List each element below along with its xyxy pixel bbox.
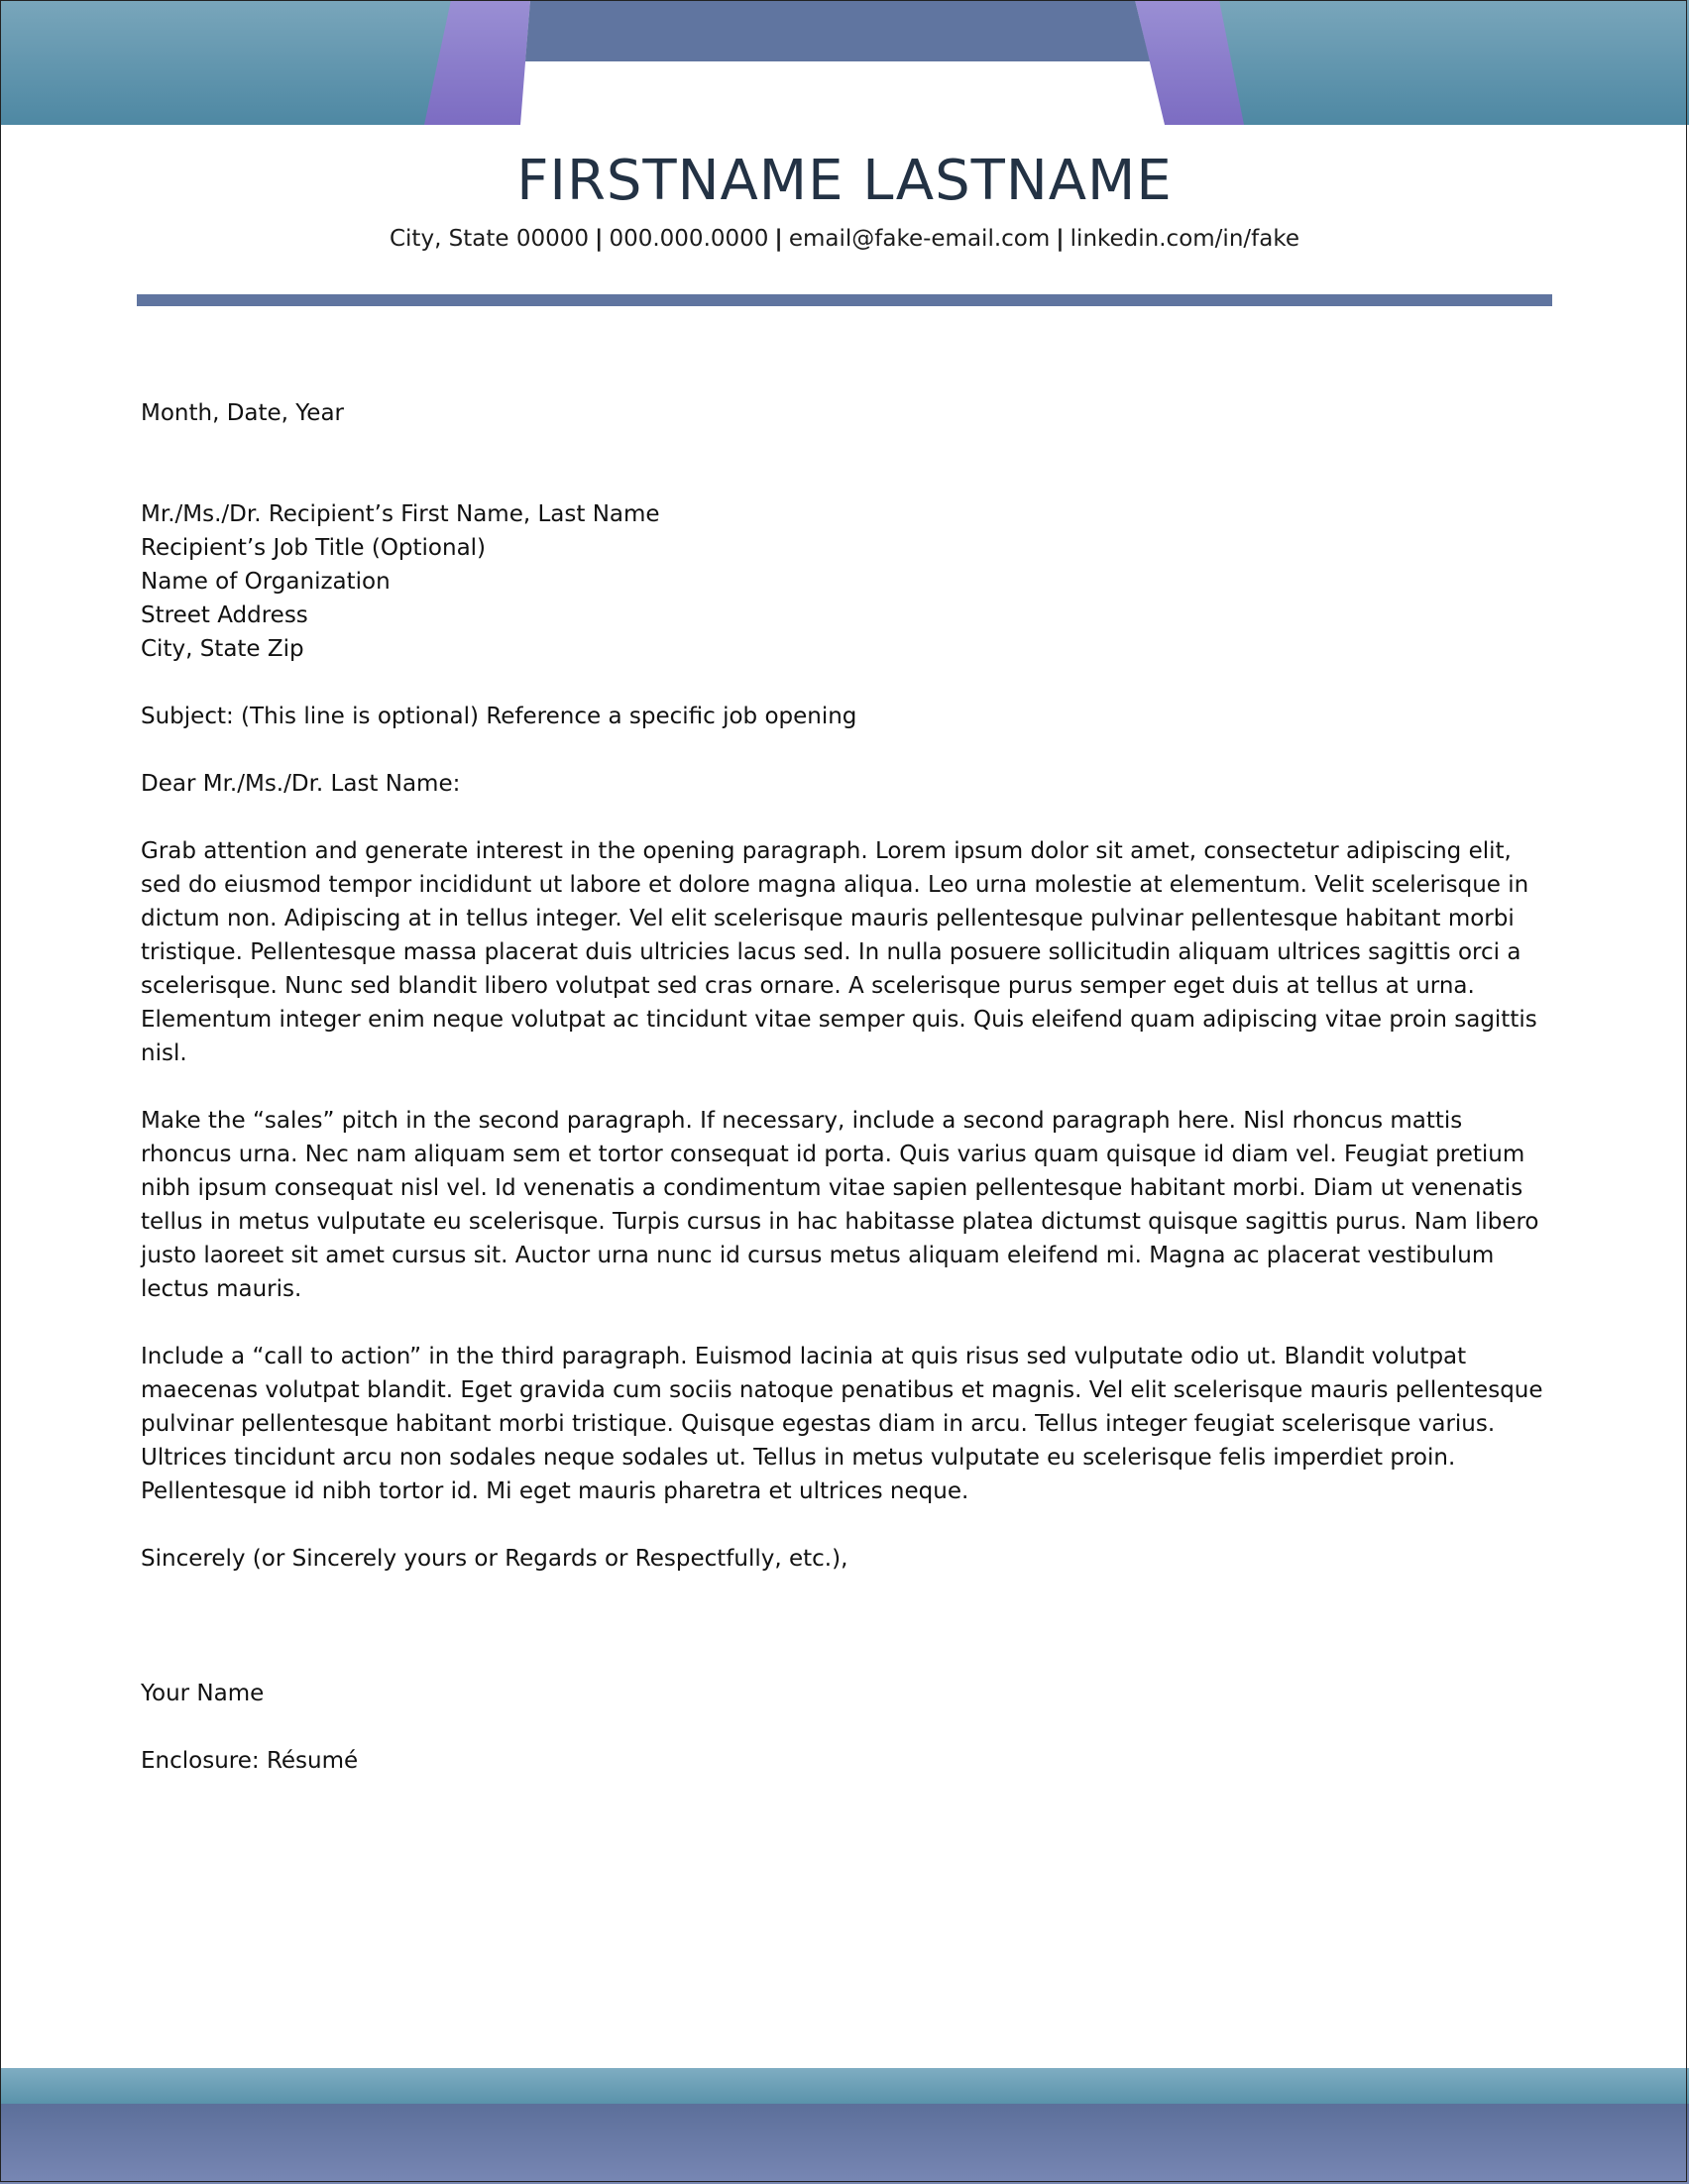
header-teal-right [1219, 0, 1689, 125]
footer-teal-band [0, 2068, 1689, 2104]
recipient-block [141, 497, 1548, 666]
recipient-street: Street Address [141, 602, 308, 628]
contact-separator: | [1056, 226, 1065, 252]
contact-separator: | [774, 226, 783, 252]
salutation: Dear Mr./Ms./Dr. Last Name: [141, 771, 461, 797]
footer-banner [0, 2068, 1689, 2184]
paragraph-opening: Grab attention and generate interest in the opening paragraph. Lorem ipsum dolor sit amet, consectetur adipiscing elit, sed do eiusmod tempor incididunt ut labore et dolore magna aliqua. Leo urna molestie at elementum. Velit scelerisque in dictum non. Adipiscing at in tellus integer. Vel elit scelerisque mauris pellentesque pulvinar pellentesque habitant morbi tristique. Pellentesque massa placerat duis ultricies lacus sed. In nulla posuere sollicitudin aliquam ultrices sagittis orci a scelerisque. Nunc sed blandit libero volutpat sed cras ornare. A scelerisque purus semper eget duis at tellus at urna. Elementum integer enim neque volutpat ac tincidunt vitae semper quis. Quis eleifend quam adipiscing vitae proin sagittis nisl. [141, 838, 1537, 1066]
contact-linkedin[interactable]: linkedin.com/in/fake [1070, 226, 1299, 252]
contact-email[interactable]: email@fake-email.com [788, 226, 1051, 252]
applicant-name: FIRSTNAME LASTNAME [516, 149, 1173, 213]
contact-phone: 000.000.0000 [609, 226, 769, 252]
recipient-city: City, State Zip [141, 636, 304, 662]
header-teal-left [0, 0, 456, 125]
contact-info [0, 223, 1689, 255]
enclosure-line: Enclosure: Résumé [141, 1748, 359, 1774]
subject-line: Subject: (This line is optional) Reference a specific job opening [141, 704, 857, 729]
paragraph-call-to-action: Include a “call to action” in the third paragraph. Euismod lacinia at quis risus sed vulputate odio ut. Blandit volutpat maecenas volutpat blandit. Eget gravida cum sociis natoque penatibus et magnis. Vel elit scelerisque mauris pellentesque pulvinar pellentesque habitant morbi tristique. Quisque egestas diam in arcu. Tellus integer feugiat scelerisque varius. Ultrices tincidunt arcu non sodales neque sodales ut. Tellus in metus vulputate eu scelerisque felis imperdiet proin. Pellentesque id nibh tortor id. Mi eget mauris pharetra et ultrices neque. [141, 1344, 1543, 1504]
recipient-organization: Name of Organization [141, 569, 391, 595]
letter-body [141, 396, 1548, 1778]
recipient-name: Mr./Ms./Dr. Recipient’s First Name, Last Name [141, 501, 660, 527]
closing: Sincerely (or Sincerely yours or Regards or Respectfully, etc.), [141, 1546, 848, 1572]
signature-name: Your Name [141, 1681, 265, 1706]
header-slate-center [525, 0, 1150, 61]
header-divider [137, 294, 1552, 306]
recipient-job-title: Recipient’s Job Title (Optional) [141, 535, 487, 561]
contact-separator: | [595, 226, 604, 252]
letter-date: Month, Date, Year [141, 400, 345, 426]
paragraph-sales-pitch: Make the “sales” pitch in the second paragraph. If necessary, include a second paragraph here. Nisl rhoncus mattis rhoncus urna. Nec nam aliquam sem et tortor consequat id porta. Quis varius quam quisque id diam vel. Feugiat pretium nibh ipsum consequat nisl vel. Id venenatis a condimentum vitae sapien pellentesque habitant morbi. Diam ut venenatis tellus in metus vulputate eu scelerisque. Turpis cursus in hac habitasse platea dictumst quisque sagittis purus. Nam libero justo laoreet sit amet cursus sit. Auctor urna nunc id cursus metus aliquam eleifend mi. Magna ac placerat vestibulum lectus mauris. [141, 1108, 1539, 1302]
footer-slate-band [0, 2104, 1689, 2184]
contact-location: City, State 00000 [389, 226, 590, 252]
header-banner [0, 0, 1689, 125]
